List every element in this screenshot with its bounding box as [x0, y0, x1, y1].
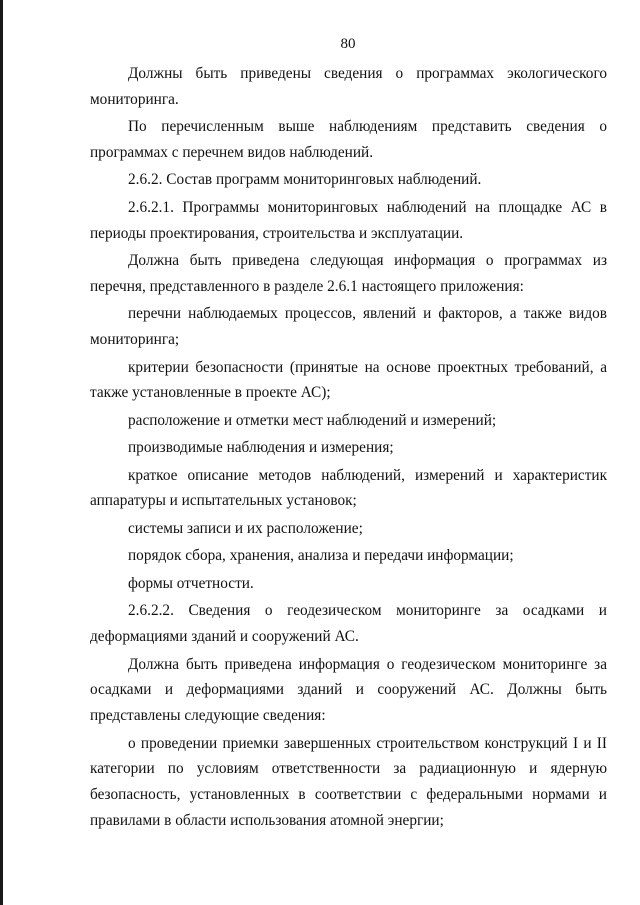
section-heading: 2.6.2. Состав программ мониторинговых наблюдений.: [128, 171, 482, 189]
list-item: критерии безопасности (принятые на основе проектных требований, а также установленные в проекте АС);: [90, 358, 607, 402]
subsection-heading: 2.6.2.2. Сведения о геодезическом мониторинге за осадками и деформациями зданий и сооружений АС.: [90, 602, 607, 646]
list-item: производимые наблюдения и измерения;: [128, 439, 394, 457]
document-body: [90, 61, 607, 835]
list-item: о проведении приемки завершенных строительством конструкций I и II категории по условиям ответственности за радиационную и ядерную безопасность, установленных в соответствии с федеральными нормами и правилами в области использования атомной энергии;: [90, 734, 607, 829]
page-number: 80: [340, 36, 356, 52]
paragraph: Должна быть приведена следующая информация о программах из перечня, представленного в разделе 2.6.1 настоящего приложения:: [90, 252, 607, 295]
list-item: формы отчетности.: [128, 574, 254, 592]
list-item: краткое описание методов наблюдений, измерений и характеристик аппаратуры и испытательных установок;: [90, 466, 607, 510]
subsection-heading: 2.6.2.1. Программы мониторинговых наблюдений на площадке АС в периоды проектирования, строительства и эксплуатации.: [90, 198, 607, 242]
paragraph: Должны быть приведены сведения о программах экологического мониторинга.: [90, 65, 607, 108]
list-item: расположение и отметки мест наблюдений и измерений;: [128, 411, 497, 429]
list-item: перечни наблюдаемых процессов, явлений и факторов, а также видов мониторинга;: [90, 305, 607, 349]
list-item: системы записи и их расположение;: [128, 519, 363, 537]
scan-left-edge: [0, 0, 3, 905]
paragraph: Должна быть приведена информация о геодезическом мониторинге за осадками и деформациями зданий и сооружений АС. Должны быть представлены следующие сведения:: [90, 655, 607, 725]
list-item: порядок сбора, хранения, анализа и передачи информации;: [128, 547, 514, 565]
paragraph: По перечисленным выше наблюдениям представить сведения о программах с перечнем видов наблюдений.: [90, 118, 607, 161]
